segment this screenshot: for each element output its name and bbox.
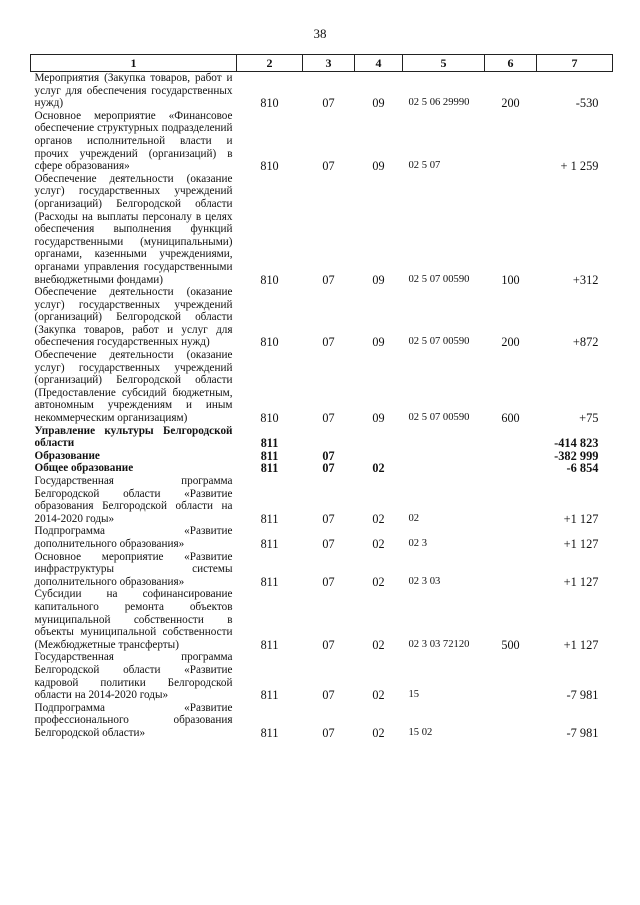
table-row — [31, 525, 613, 550]
table-cell-target-article: 02 3 03 — [408, 575, 441, 587]
table-cell-amount: +1 127 — [563, 511, 599, 526]
table-cell-name: Подпрограмма «Развитие дополнительного образования» — [34, 525, 233, 550]
table-cell-amount: -6 854 — [566, 461, 599, 476]
table-row — [31, 651, 613, 701]
column-header: 2 — [237, 55, 303, 72]
table-cell-amount: +75 — [579, 411, 599, 426]
table-cell-expense-type — [485, 651, 537, 701]
table-row — [31, 462, 613, 475]
table-cell-expense-type: 500 — [501, 637, 520, 652]
table-cell-subsection: 09 — [372, 159, 385, 174]
column-header: 6 — [485, 55, 537, 72]
table-cell-subsection: 09 — [372, 272, 385, 287]
table-cell-target-article: 02 5 06 29990 — [408, 97, 470, 109]
table-cell-amount: -414 823 — [554, 436, 599, 451]
table-cell-section: 07 — [322, 637, 335, 652]
table-cell-target-article: 15 — [408, 689, 420, 701]
column-header: 1 — [31, 55, 237, 72]
table-row — [31, 286, 613, 349]
table-cell-subsection: 02 — [372, 725, 385, 740]
table-cell-section: 07 — [322, 411, 335, 426]
table-cell-section: 07 — [322, 725, 335, 740]
table-cell-expense-type — [485, 462, 537, 475]
table-cell-section: 07 — [322, 272, 335, 287]
table-cell-expense-type: 100 — [501, 272, 520, 287]
table-cell-target-article: 02 3 — [408, 537, 428, 549]
table-cell-subsection: 09 — [372, 335, 385, 350]
table-row — [31, 702, 613, 740]
table-cell-target-article — [403, 425, 485, 450]
table-cell-section — [303, 425, 355, 450]
table-cell-amount: -7 981 — [566, 688, 599, 703]
table-cell-section: 07 — [322, 335, 335, 350]
table-cell-name: Образование — [34, 449, 100, 462]
table-cell-ministry: 811 — [260, 637, 279, 652]
table-cell-target-article: 02 5 07 — [408, 160, 441, 172]
table-cell-amount: +1 127 — [563, 637, 599, 652]
table-cell-amount: +1 127 — [563, 574, 599, 589]
table-cell-subsection: 02 — [372, 688, 385, 703]
table-cell-target-article: 02 5 07 00590 — [408, 412, 470, 424]
table-cell-target-article — [403, 450, 485, 463]
table-cell-name: Субсидии на софинансирование капитального ремонта объектов муниципальной собственности в объекты муниципальной собственности (Межбюджетные трансферты) — [34, 588, 233, 651]
table-cell-expense-type — [485, 475, 537, 525]
table-cell-name: Обеспечение деятельности (оказание услуг) государственных учреждений (организаций) Белгородской области (Предоставление субсидий бюджетным, автономным учреждениям и иным некоммерческим организациям) — [34, 349, 233, 425]
table-cell-expense-type — [485, 525, 537, 550]
table-cell-target-article: 02 5 07 00590 — [408, 336, 470, 348]
table-cell-subsection: 02 — [372, 574, 385, 589]
table-cell-target-article: 02 3 03 72120 — [408, 638, 470, 650]
table-cell-name: Основное мероприятие «Финансовое обеспечение структурных подразделений органов исполнительной власти и прочих учреждений (организаций) в сфере образования» — [34, 109, 233, 173]
table-header-row — [31, 55, 613, 72]
table-cell-ministry: 810 — [260, 96, 279, 111]
table-cell-ministry: 811 — [260, 536, 279, 551]
table-row — [31, 110, 613, 173]
table-cell-name: Подпрограмма «Развитие профессионального образования Белгородской области» — [34, 701, 233, 739]
table-row — [31, 475, 613, 525]
table-cell-name: Мероприятия (Закупка товаров, работ и услуг для обеспечения государственных нужд) — [34, 72, 233, 110]
table-cell-section: 07 — [322, 461, 335, 476]
table-cell-expense-type — [485, 425, 537, 450]
table-cell-expense-type — [485, 450, 537, 463]
table-cell-name: Государственная программа Белгородской области «Развитие кадровой политики Белгородской области на 2014-2020 годы» — [34, 651, 233, 702]
table-cell-amount: -7 981 — [566, 725, 599, 740]
table-cell-target-article: 02 — [408, 512, 420, 524]
page-number: 38 — [313, 26, 327, 41]
table-cell-name: Обеспечение деятельности (оказание услуг) государственных учреждений (организаций) Белгородской области (Закупка товаров, работ и услуг для обеспечения государственных нужд) — [34, 286, 233, 349]
table-cell-subsection: 02 — [372, 637, 385, 652]
table-cell-target-article — [403, 462, 485, 475]
table-cell-expense-type: 200 — [501, 96, 520, 111]
table-cell-expense-type — [485, 702, 537, 740]
table-cell-ministry: 811 — [260, 436, 279, 451]
table-cell-ministry: 811 — [260, 448, 279, 463]
table-cell-ministry: 810 — [260, 411, 279, 426]
table-cell-section: 07 — [322, 688, 335, 703]
table-cell-ministry: 811 — [260, 688, 279, 703]
budget-table — [30, 54, 613, 739]
table-row — [31, 588, 613, 651]
table-cell-expense-type — [485, 110, 537, 173]
column-header: 3 — [303, 55, 355, 72]
column-header: 4 — [355, 55, 403, 72]
table-row — [31, 425, 613, 450]
table-cell-ministry: 810 — [260, 159, 279, 174]
table-row — [31, 173, 613, 286]
table-row — [31, 551, 613, 589]
table-cell-amount: +1 127 — [563, 536, 599, 551]
table-row — [31, 72, 613, 110]
table-cell-section: 07 — [322, 159, 335, 174]
table-cell-name: Общее образование — [34, 462, 134, 475]
table-cell-amount: + 1 259 — [560, 159, 599, 174]
table-cell-expense-type: 200 — [501, 335, 520, 350]
table-cell-ministry: 811 — [260, 461, 279, 476]
table-cell-ministry: 811 — [260, 574, 279, 589]
table-cell-amount: -382 999 — [554, 448, 599, 463]
table-cell-subsection — [355, 425, 403, 450]
table-cell-target-article: 15 02 — [408, 726, 433, 738]
column-header: 7 — [537, 55, 613, 72]
table-cell-name: Управление культуры Белгородской области — [34, 424, 233, 450]
table-cell-name: Государственная программа Белгородской области «Развитие образования Белгородской области на 2014-2020 годы» — [34, 475, 233, 525]
table-cell-amount: +872 — [572, 335, 599, 350]
table-cell-subsection: 02 — [372, 461, 385, 476]
table-cell-section: 07 — [322, 511, 335, 526]
table-cell-name: Обеспечение деятельности (оказание услуг) государственных учреждений (организаций) Белгородской области (Расходы на выплаты персоналу в целях обеспечения выполнения функций государственными (муниципальными) органами, казенными учреждениями, органами управления государственными внебюджетными фондами) — [34, 172, 233, 286]
table-row — [31, 349, 613, 425]
table-cell-ministry: 811 — [260, 725, 279, 740]
table-cell-ministry: 811 — [260, 511, 279, 526]
table-cell-section: 07 — [322, 96, 335, 111]
table-cell-section: 07 — [322, 536, 335, 551]
table-cell-expense-type: 600 — [501, 411, 520, 426]
table-cell-subsection: 09 — [372, 411, 385, 426]
table-cell-subsection: 09 — [372, 96, 385, 111]
table-cell-section: 07 — [322, 574, 335, 589]
column-header: 5 — [403, 55, 485, 72]
table-cell-target-article: 02 5 07 00590 — [408, 273, 470, 285]
table-cell-ministry: 810 — [260, 335, 279, 350]
table-cell-section: 07 — [322, 448, 335, 463]
table-cell-subsection: 02 — [372, 536, 385, 551]
table-cell-name: Основное мероприятие «Развитие инфраструктуры системы дополнительного образования» — [34, 550, 233, 588]
table-cell-ministry: 810 — [260, 272, 279, 287]
table-cell-amount: +312 — [572, 272, 599, 287]
table-cell-amount: -530 — [575, 96, 599, 111]
table-cell-expense-type — [485, 551, 537, 589]
table-cell-subsection: 02 — [372, 511, 385, 526]
